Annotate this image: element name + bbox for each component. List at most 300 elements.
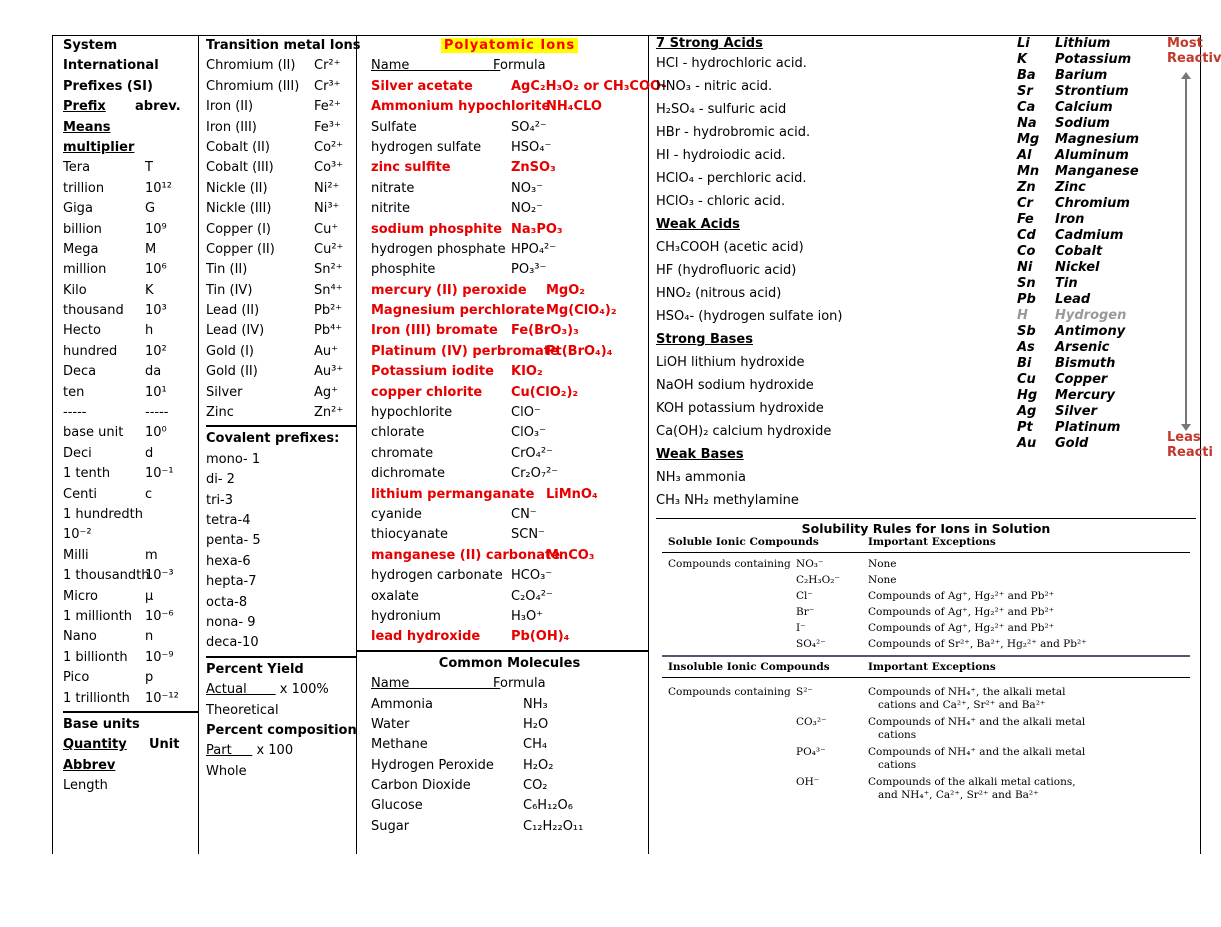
ion-name: Nickle (III) bbox=[206, 201, 272, 217]
composition-multiplier: x 100 bbox=[252, 743, 294, 759]
element-name: Hydrogen bbox=[1055, 308, 1127, 323]
si-row bbox=[63, 342, 198, 362]
ion-formula: Cu⁺ bbox=[314, 221, 339, 237]
element-symbol: Ba bbox=[1017, 68, 1036, 83]
si-row-value: 10⁻¹ bbox=[145, 466, 174, 482]
element-symbol: Zn bbox=[1017, 180, 1036, 195]
si-row-term: Milli bbox=[63, 547, 89, 563]
ion-name: lead hydroxide bbox=[371, 629, 481, 645]
ion-symbol: Br⁻ bbox=[796, 606, 815, 618]
molecule-name: Sugar bbox=[371, 818, 410, 834]
ion-formula: Co³⁺ bbox=[314, 160, 344, 176]
transition-metal-row bbox=[206, 281, 356, 301]
covalent-prefix: mono- 1 bbox=[206, 451, 261, 467]
arrow-head-down bbox=[1181, 424, 1191, 431]
weak-acid: CH₃COOH (acetic acid) bbox=[656, 240, 804, 255]
si-row-value: c bbox=[145, 486, 153, 502]
si-row-term: Deci bbox=[63, 445, 92, 461]
ion-formula: ClO₃⁻ bbox=[511, 425, 546, 441]
ion-name: Platinum (IV) perbromate bbox=[371, 343, 559, 359]
si-row-value: T bbox=[145, 160, 153, 176]
compounds-containing: Compounds containing bbox=[668, 558, 791, 570]
insoluble-header bbox=[662, 657, 1190, 678]
exception-text: Compounds of NH₄⁺, the alkali metal bbox=[868, 686, 1066, 698]
ion-formula: SCN⁻ bbox=[511, 527, 545, 543]
strong-acid: HBr - hydrobromic acid. bbox=[656, 125, 811, 140]
ion-name: Potassium iodite bbox=[371, 364, 494, 380]
strong-base: LiOH lithium hydroxide bbox=[656, 355, 805, 370]
element-symbol: Mg bbox=[1017, 132, 1040, 147]
element-name: Copper bbox=[1055, 372, 1108, 387]
element-symbol: Bi bbox=[1017, 356, 1032, 371]
solubility-table bbox=[656, 518, 1196, 819]
molecule-formula: CO₂ bbox=[523, 778, 548, 794]
ion-symbol: S²⁻ bbox=[796, 686, 813, 698]
ion-name: Chromium (III) bbox=[206, 78, 300, 94]
element-name: Bismuth bbox=[1055, 356, 1116, 371]
ion-name: Silver bbox=[206, 384, 243, 400]
divider bbox=[63, 711, 198, 713]
polyatomic-row bbox=[371, 97, 648, 117]
exception-text: cations bbox=[878, 729, 917, 741]
exception-text: Compounds of Ag⁺, Hg₂²⁺ and Pb²⁺ bbox=[868, 606, 1055, 618]
ion-name: nitrate bbox=[371, 180, 415, 196]
polyatomic-row bbox=[371, 525, 648, 545]
ion-name: Lead (IV) bbox=[206, 323, 265, 339]
si-row bbox=[63, 179, 198, 199]
quantity-head: Quantity bbox=[63, 737, 127, 753]
strong-acids-title: 7 Strong Acids bbox=[656, 36, 763, 51]
ion-formula: LiMnO₄ bbox=[546, 486, 598, 502]
transition-metal-row bbox=[206, 56, 356, 76]
si-prefix-column bbox=[53, 36, 199, 854]
si-row-term: Tera bbox=[63, 160, 91, 176]
least-reactive-label bbox=[1167, 430, 1213, 460]
soluble-rows bbox=[662, 553, 1190, 657]
polyatomic-row bbox=[371, 505, 648, 525]
polyatomic-row bbox=[371, 301, 648, 321]
multiplier-head: multiplier bbox=[63, 139, 135, 155]
quantity-unit-head bbox=[63, 735, 198, 755]
activity-row bbox=[1017, 180, 1201, 196]
ion-formula: NO₂⁻ bbox=[511, 201, 544, 217]
si-row-value: 10¹² bbox=[145, 180, 172, 196]
element-symbol: Au bbox=[1017, 436, 1037, 451]
molecule-formula: H₂O bbox=[523, 716, 549, 732]
element-symbol: Pt bbox=[1017, 420, 1033, 435]
activity-row bbox=[1017, 84, 1201, 100]
element-symbol: Co bbox=[1017, 244, 1036, 259]
element-name: Nickel bbox=[1055, 260, 1100, 275]
strong-base: Ca(OH)₂ calcium hydroxide bbox=[656, 424, 832, 439]
element-symbol: Ag bbox=[1017, 404, 1037, 419]
si-row-value: 10⁻⁶ bbox=[145, 608, 174, 624]
activity-row bbox=[1017, 388, 1201, 404]
si-row bbox=[63, 321, 198, 341]
si-row bbox=[63, 403, 198, 423]
ion-formula: MnCO₃ bbox=[546, 547, 595, 563]
compounds-containing: Compounds containing bbox=[668, 686, 791, 698]
ion-name: hydrogen sulfate bbox=[371, 139, 482, 155]
name-head: Name bbox=[371, 58, 501, 74]
transition-metal-row bbox=[206, 403, 356, 423]
polyatomic-row bbox=[371, 321, 648, 341]
ion-formula: Cr²⁺ bbox=[314, 58, 341, 74]
si-row bbox=[63, 587, 198, 607]
element-name: Iron bbox=[1055, 212, 1085, 227]
ion-name: Gold (I) bbox=[206, 343, 255, 359]
exceptions-head: Important Exceptions bbox=[868, 536, 996, 548]
activity-row bbox=[1017, 356, 1201, 372]
ion-name: Tin (IV) bbox=[206, 282, 253, 298]
ion-formula: Sn⁴⁺ bbox=[314, 282, 343, 298]
exception-text: cations and Ca²⁺, Sr²⁺ and Ba²⁺ bbox=[878, 699, 1046, 711]
covalent-prefix: tetra-4 bbox=[206, 512, 251, 528]
si-row bbox=[63, 627, 198, 647]
ion-name: hydronium bbox=[371, 608, 441, 624]
percent-yield-title: Percent Yield bbox=[206, 661, 304, 677]
common-molecules-title: Common Molecules bbox=[438, 655, 581, 671]
activity-row bbox=[1017, 260, 1201, 276]
part-label: Part bbox=[206, 743, 253, 759]
si-row bbox=[63, 423, 198, 443]
ion-formula: SO₄²⁻ bbox=[511, 119, 547, 135]
polyatomic-header bbox=[371, 56, 648, 76]
divider bbox=[206, 656, 356, 658]
exception-text: None bbox=[868, 558, 897, 570]
ion-formula: Ni²⁺ bbox=[314, 180, 340, 196]
ion-symbol: SO₄²⁻ bbox=[796, 638, 826, 650]
strong-base: NaOH sodium hydroxide bbox=[656, 378, 814, 393]
polyatomic-row bbox=[371, 423, 648, 443]
ion-formula: AgC₂H₃O₂ or CH₃COO- bbox=[511, 78, 667, 94]
si-row-term: hundred bbox=[63, 343, 118, 359]
polyatomic-row bbox=[371, 546, 648, 566]
element-symbol: Mn bbox=[1017, 164, 1040, 179]
exception-text: Compounds of Ag⁺, Hg₂²⁺ and Pb²⁺ bbox=[868, 622, 1055, 634]
arrow-head-up bbox=[1181, 72, 1191, 79]
activity-row bbox=[1017, 164, 1201, 180]
si-row bbox=[63, 668, 198, 688]
element-name: Lithium bbox=[1055, 36, 1111, 51]
transition-metal-row bbox=[206, 220, 356, 240]
actual-label: Actual bbox=[206, 682, 276, 698]
si-row-term: Centi bbox=[63, 486, 98, 502]
element-name: Silver bbox=[1055, 404, 1097, 419]
si-row-term: 1 thousandth bbox=[63, 568, 150, 584]
transition-metal-row bbox=[206, 362, 356, 382]
polyatomic-row bbox=[371, 403, 648, 423]
exception-text: Compounds of NH₄⁺ and the alkali metal bbox=[868, 716, 1086, 728]
percent-composition-formula bbox=[206, 741, 356, 761]
ion-formula: NH₄CLO bbox=[546, 99, 602, 115]
strong-bases-title: Strong Bases bbox=[656, 332, 753, 347]
means-head: Means bbox=[63, 119, 111, 135]
activity-row bbox=[1017, 276, 1201, 292]
ion-name: hydrogen phosphate bbox=[371, 241, 506, 257]
activity-row bbox=[1017, 212, 1201, 228]
abbrev-head: Abbrev bbox=[63, 757, 116, 773]
element-symbol: Hg bbox=[1017, 388, 1038, 403]
si-row-term: ----- bbox=[63, 405, 87, 421]
molecule-row bbox=[371, 756, 648, 776]
element-symbol: Cd bbox=[1017, 228, 1036, 243]
ion-name: chromate bbox=[371, 445, 434, 461]
molecule-name: Hydrogen Peroxide bbox=[371, 757, 494, 773]
element-name: Aluminum bbox=[1055, 148, 1129, 163]
ion-name: thiocyanate bbox=[371, 527, 449, 543]
ion-name: Cobalt (II) bbox=[206, 139, 270, 155]
exception-text: Compounds of the alkali metal cations, bbox=[868, 776, 1076, 788]
element-symbol: Ni bbox=[1017, 260, 1033, 275]
activity-row bbox=[1017, 292, 1201, 308]
ion-formula: Na₃PO₃ bbox=[511, 221, 563, 237]
element-symbol: K bbox=[1017, 52, 1028, 67]
si-row-term: 1 trillionth bbox=[63, 690, 130, 706]
element-name: Cobalt bbox=[1055, 244, 1103, 259]
si-row-term: 1 millionth bbox=[63, 608, 133, 624]
ion-formula: KIO₂ bbox=[511, 364, 543, 380]
polyatomic-row bbox=[371, 383, 648, 403]
covalent-prefix: octa-8 bbox=[206, 594, 248, 610]
ion-symbol: I⁻ bbox=[796, 622, 806, 634]
molecule-formula: C₁₂H₂₂O₁₁ bbox=[523, 818, 584, 834]
label-line: Reacti bbox=[1167, 445, 1213, 460]
strong-base: KOH potassium hydroxide bbox=[656, 401, 824, 416]
element-name: Platinum bbox=[1055, 420, 1121, 435]
weak-acid: HNO₂ (nitrous acid) bbox=[656, 286, 782, 301]
si-row bbox=[63, 260, 198, 280]
name-head: Name bbox=[371, 676, 501, 692]
activity-row bbox=[1017, 308, 1201, 324]
ion-name: Ammonium hypochlorite bbox=[371, 99, 551, 115]
ion-name: Nickle (II) bbox=[206, 180, 268, 196]
molecule-row bbox=[371, 796, 648, 816]
si-row-value: n bbox=[145, 629, 154, 645]
transition-metal-title: Transition metal Ions bbox=[206, 38, 361, 53]
exception-text: None bbox=[868, 574, 897, 586]
molecule-row bbox=[371, 735, 648, 755]
polyatomic-row bbox=[371, 444, 648, 464]
ion-name: Magnesium perchlorate bbox=[371, 303, 545, 319]
molecule-row bbox=[371, 695, 648, 715]
polyatomic-row bbox=[371, 566, 648, 586]
polyatomic-row bbox=[371, 220, 648, 240]
ion-name: manganese (II) carbonate bbox=[371, 547, 561, 563]
si-row bbox=[63, 689, 198, 709]
ion-name: Copper (I) bbox=[206, 221, 271, 237]
acids-list bbox=[656, 36, 1006, 512]
polyatomic-row bbox=[371, 485, 648, 505]
si-row-value: h bbox=[145, 323, 154, 339]
si-row-term: base unit bbox=[63, 425, 124, 441]
strong-acid: HClO₄ - perchloric acid. bbox=[656, 171, 807, 186]
polyatomic-row bbox=[371, 281, 648, 301]
si-row-value: G bbox=[145, 201, 156, 217]
ion-name: phosphite bbox=[371, 262, 436, 278]
percent-yield-formula bbox=[206, 680, 356, 700]
element-name: Potassium bbox=[1055, 52, 1132, 67]
element-name: Barium bbox=[1055, 68, 1108, 83]
weak-bases-title: Weak Bases bbox=[656, 447, 744, 462]
polyatomic-row bbox=[371, 260, 648, 280]
ion-name: chlorate bbox=[371, 425, 425, 441]
si-row bbox=[63, 485, 198, 505]
si-row-term: Kilo bbox=[63, 282, 87, 298]
polyatomic-row bbox=[371, 342, 648, 362]
molecule-name: Ammonia bbox=[371, 696, 433, 712]
si-row-term: Hecto bbox=[63, 323, 101, 339]
ion-formula: Cr³⁺ bbox=[314, 78, 341, 94]
strong-acid: HI - hydroiodic acid. bbox=[656, 148, 786, 163]
ion-name: dichromate bbox=[371, 466, 445, 482]
ion-name: Tin (II) bbox=[206, 262, 248, 278]
ion-formula: Fe²⁺ bbox=[314, 99, 341, 115]
transition-metal-row bbox=[206, 138, 356, 158]
yield-multiplier: x 100% bbox=[275, 682, 329, 698]
most-reactive-label bbox=[1167, 36, 1221, 66]
exception-text: Compounds of Sr²⁺, Ba²⁺, Hg₂²⁺ and Pb²⁺ bbox=[868, 638, 1087, 650]
si-row-term: Mega bbox=[63, 241, 99, 257]
divider bbox=[357, 650, 648, 652]
si-row-term: Nano bbox=[63, 629, 97, 645]
transition-metal-row bbox=[206, 383, 356, 403]
si-row-term: thousand bbox=[63, 303, 124, 319]
si-row bbox=[63, 199, 198, 219]
transition-metal-row bbox=[206, 97, 356, 117]
molecules-header bbox=[371, 674, 648, 694]
element-name: Arsenic bbox=[1055, 340, 1110, 355]
si-row-term: Deca bbox=[63, 364, 97, 380]
polyatomic-title bbox=[371, 36, 648, 56]
transition-metal-row bbox=[206, 342, 356, 362]
si-row bbox=[63, 505, 198, 525]
ion-formula: HSO₄⁻ bbox=[511, 139, 552, 155]
ion-formula: Pb²⁺ bbox=[314, 303, 343, 319]
activity-row bbox=[1017, 324, 1201, 340]
si-row-value: 10² bbox=[145, 343, 167, 359]
ion-name: hydrogen carbonate bbox=[371, 568, 503, 584]
whole-label: Whole bbox=[206, 763, 247, 779]
polyatomic-row bbox=[371, 179, 648, 199]
transition-metal-row bbox=[206, 301, 356, 321]
si-row bbox=[63, 158, 198, 178]
element-symbol: Pb bbox=[1017, 292, 1036, 307]
ion-formula: Pt(BrO₄)₄ bbox=[546, 343, 613, 359]
theoretical-label: Theoretical bbox=[206, 702, 279, 718]
si-row-value: 10⁻⁹ bbox=[145, 649, 174, 665]
element-symbol: As bbox=[1017, 340, 1035, 355]
ion-name: Sulfate bbox=[371, 119, 417, 135]
activity-row bbox=[1017, 196, 1201, 212]
molecule-name: Carbon Dioxide bbox=[371, 778, 471, 794]
activity-row bbox=[1017, 100, 1201, 116]
element-name: Sodium bbox=[1055, 116, 1110, 131]
transition-metal-list bbox=[206, 36, 361, 782]
soluble-head: Soluble Ionic Compounds bbox=[668, 536, 819, 548]
transition-metal-row bbox=[206, 158, 356, 178]
exception-text: and NH₄⁺, Ca²⁺, Sr²⁺ and Ba²⁺ bbox=[878, 789, 1039, 801]
ion-name: mercury (II) peroxide bbox=[371, 282, 527, 298]
element-symbol: Sb bbox=[1017, 324, 1036, 339]
si-row-value: d bbox=[145, 445, 154, 461]
activity-row bbox=[1017, 148, 1201, 164]
strong-acid: HClO₃ - chloric acid. bbox=[656, 194, 786, 209]
ion-name: Cobalt (III) bbox=[206, 160, 274, 176]
percent-composition-title: Percent composition bbox=[206, 722, 357, 738]
activity-row bbox=[1017, 116, 1201, 132]
ion-symbol: OH⁻ bbox=[796, 776, 820, 788]
formula-head: Formula bbox=[493, 58, 546, 74]
ion-formula: ClO⁻ bbox=[511, 405, 541, 421]
strong-acid: HCl - hydrochloric acid. bbox=[656, 56, 807, 71]
element-symbol: Ca bbox=[1017, 100, 1036, 115]
si-row-value: ----- bbox=[145, 405, 169, 421]
covalent-prefix: hepta-7 bbox=[206, 574, 257, 590]
ion-formula: Au³⁺ bbox=[314, 364, 344, 380]
unit-head: Unit bbox=[149, 737, 180, 753]
polyatomic-row bbox=[371, 362, 648, 382]
ion-formula: PO₃³⁻ bbox=[511, 262, 547, 278]
formula-head: Formula bbox=[493, 676, 546, 692]
ion-name: Iron (II) bbox=[206, 99, 254, 115]
polyatomic-row bbox=[371, 118, 648, 138]
weak-acids-title: Weak Acids bbox=[656, 217, 740, 232]
ion-name: Iron (III) bromate bbox=[371, 323, 498, 339]
soluble-header bbox=[662, 536, 1190, 553]
ion-name: Lead (II) bbox=[206, 303, 260, 319]
si-row-value: p bbox=[145, 670, 154, 686]
si-header-line: System bbox=[63, 38, 118, 53]
molecule-row bbox=[371, 776, 648, 796]
ion-name: Chromium (II) bbox=[206, 58, 296, 74]
activity-row bbox=[1017, 132, 1201, 148]
element-symbol: Sr bbox=[1017, 84, 1033, 99]
ion-formula: Fe(BrO₃)₃ bbox=[511, 323, 579, 339]
label-line: Most bbox=[1167, 36, 1203, 51]
si-row-term: Micro bbox=[63, 588, 98, 604]
activity-arrow bbox=[1185, 76, 1187, 426]
si-row-term: 10⁻² bbox=[63, 527, 92, 543]
transition-metal-row bbox=[206, 118, 356, 138]
acids-column bbox=[649, 36, 1221, 854]
element-name: Cadmium bbox=[1055, 228, 1124, 243]
si-row-value: 10¹ bbox=[145, 384, 167, 400]
polyatomic-row bbox=[371, 158, 648, 178]
transition-metal-row bbox=[206, 199, 356, 219]
polyatomic-row bbox=[371, 587, 648, 607]
polyatomic-row bbox=[371, 240, 648, 260]
activity-row bbox=[1017, 340, 1201, 356]
weak-acid: HF (hydrofluoric acid) bbox=[656, 263, 797, 278]
ion-formula: HCO₃⁻ bbox=[511, 568, 553, 584]
ion-formula: Co²⁺ bbox=[314, 139, 344, 155]
ion-name: Silver acetate bbox=[371, 78, 473, 94]
weak-base: NH₃ ammonia bbox=[656, 470, 746, 485]
si-row-value: 10⁻³ bbox=[145, 568, 174, 584]
divider bbox=[206, 425, 356, 427]
molecule-row bbox=[371, 817, 648, 837]
ion-symbol: Cl⁻ bbox=[796, 590, 813, 602]
si-row bbox=[63, 607, 198, 627]
ion-name: lithium permanganate bbox=[371, 486, 535, 502]
ion-formula: Fe³⁺ bbox=[314, 119, 341, 135]
si-row-term: 1 billionth bbox=[63, 649, 128, 665]
molecule-name: Water bbox=[371, 716, 410, 732]
transition-metal-row bbox=[206, 77, 356, 97]
insoluble-head: Insoluble Ionic Compounds bbox=[668, 661, 830, 673]
activity-row bbox=[1017, 228, 1201, 244]
